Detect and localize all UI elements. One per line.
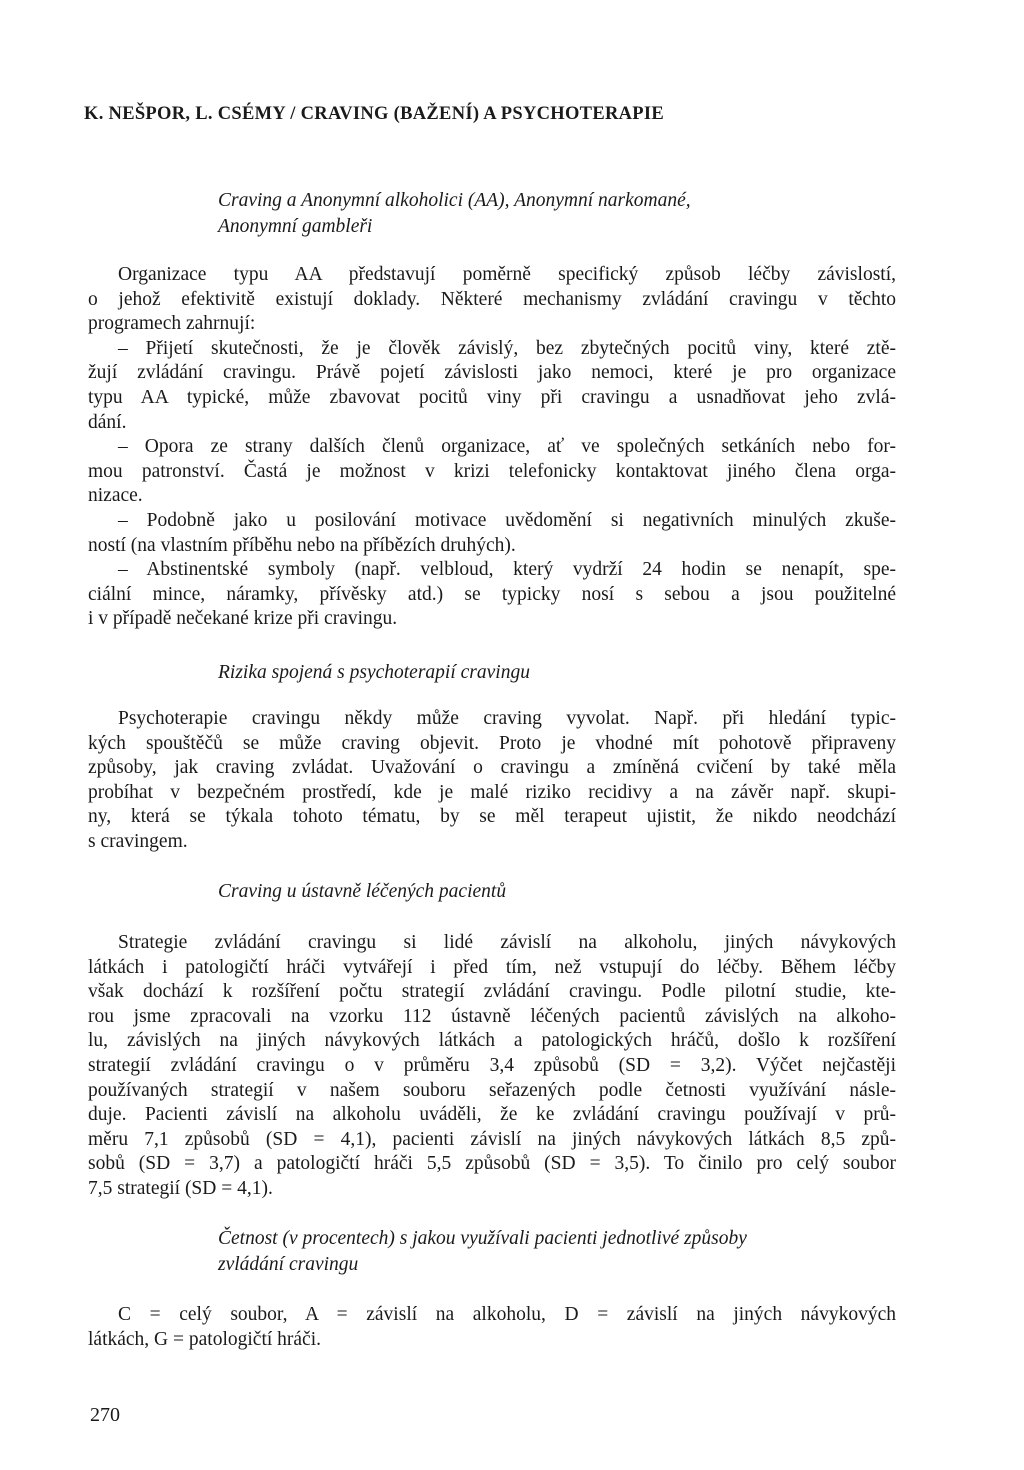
text-line: způsoby, jak craving zvládat. Uvažování o cravingu a zmíněná cvičení by také měla xyxy=(88,757,896,779)
text-line: kých spouštěčů se může craving objevit. Proto je vhodné mít pohotově připraveny xyxy=(88,732,896,754)
text-line: ny, která se týkala tohoto tématu, by se měl terapeut ujistit, že nikdo neodchází xyxy=(88,806,896,828)
text-line: však dochází k rozšíření počtu strategií zvládání cravingu. Podle pilotní studie, kte- xyxy=(88,981,896,1003)
text-line: duje. Pacienti závislí na alkoholu uváděli, že ke zvládání cravingu používají v prů- xyxy=(88,1104,896,1126)
text-line: o jehož efektivitě existují doklady. Některé mechanismy zvládání cravingu v těchto xyxy=(88,288,896,310)
paragraph-aa xyxy=(88,263,896,632)
text-line: lu, závislých na jiných návykových látkách a patologických hráčů, došlo k rozšíření xyxy=(88,1030,896,1052)
text-line: typu AA typické, může zbavovat pocitů viny při cravingu a usnadňovat jeho zvlá- xyxy=(88,386,896,408)
paragraph-risks xyxy=(88,707,896,855)
text-line: – Podobně jako u posilování motivace uvědomění si negativních minulých zkuše- xyxy=(118,509,896,531)
text-line: – Přijetí skutečnosti, že je člověk závislý, bez zbytečných pocitů viny, které ztě- xyxy=(118,337,896,359)
text-line: s cravingem. xyxy=(88,830,188,852)
section-heading-risks xyxy=(218,660,898,686)
text-line: – Opora ze strany dalších členů organizace, ať ve společných setkáních nebo for- xyxy=(118,436,896,458)
text-line: nizace. xyxy=(88,485,143,507)
running-head: K. NEŠPOR, L. CSÉMY / CRAVING (BAŽENÍ) A PSYCHOTERAPIE xyxy=(84,104,665,124)
text-line: C = celý soubor, A = závislí na alkoholu, D = závislí na jiných návykových xyxy=(118,1304,896,1325)
section-heading-aa xyxy=(218,188,898,240)
heading-line: Četnost (v procentech) s jakou využívali pacienti jednotlivé způsoby xyxy=(218,1228,747,1249)
page-number: 270 xyxy=(90,1404,120,1426)
text-line: Strategie zvládání cravingu si lidé závislí na alkoholu, jiných návykových xyxy=(118,932,896,953)
text-line: probíhat v bezpečném prostředí, kde je malé riziko recidivy a na závěr např. skupi- xyxy=(88,781,896,803)
text-line: látkách, G = patologičtí hráči. xyxy=(88,1328,322,1350)
text-line: žují zvládání cravingu. Právě pojetí závislosti jako nemoci, které je pro organizace xyxy=(88,362,896,384)
heading-line: Anonymní gambleři xyxy=(218,216,373,237)
text-line: rou jsme zpracovali na vzorku 112 ústavně léčených pacientů závislých na alkoho- xyxy=(88,1005,896,1027)
text-line: i v případě nečekané krize při cravingu. xyxy=(88,608,398,630)
paragraph-legend xyxy=(88,1303,896,1352)
text-line: sobů (SD = 3,7) a patologičtí hráči 5,5 způsobů (SD = 3,5). To činilo pro celý soubor xyxy=(88,1153,896,1175)
heading-line: Rizika spojená s psychoterapií cravingu xyxy=(218,662,530,683)
text-line: – Abstinentské symboly (např. velbloud, který vydrží 24 hodin se nenapít, spe- xyxy=(118,559,896,581)
text-line: Psychoterapie cravingu někdy může craving vyvolat. Např. při hledání typic- xyxy=(118,708,896,729)
heading-line: Craving u ústavně léčených pacientů xyxy=(218,881,507,902)
text-line: 7,5 strategií (SD = 4,1). xyxy=(88,1177,273,1199)
text-line: strategií zvládání cravingu o v průměru 3,4 způsobů (SD = 3,2). Výčet nejčastěji xyxy=(88,1054,896,1076)
text-line: ciální mince, náramky, přívěsky atd.) se typicky nosí s sebou a jsou použitelné xyxy=(88,583,896,605)
text-line: mou patronství. Častá je možnost v krizi telefonicky kontaktovat jiného člena orga- xyxy=(88,460,896,482)
section-heading-frequency xyxy=(218,1226,898,1278)
text-line: dání. xyxy=(88,411,127,433)
text-line: používaných strategií v našem souboru seřazených podle četnosti využívání násle- xyxy=(88,1079,896,1101)
paragraph-inpatients xyxy=(88,931,896,1202)
text-line: programech zahrnují: xyxy=(88,313,256,335)
section-heading-inpatients xyxy=(218,879,898,905)
text-line: látkách i patologičtí hráči vytvářejí i před tím, než vstupují do léčby. Během léčby xyxy=(88,956,896,978)
text-line: ností (na vlastním příběhu nebo na příbězích druhých). xyxy=(88,534,516,556)
heading-line: zvládání cravingu xyxy=(218,1254,359,1275)
text-line: měru 7,1 způsobů (SD = 4,1), pacienti závislí na jiných návykových látkách 8,5 způ- xyxy=(88,1128,896,1150)
heading-line: Craving a Anonymní alkoholici (AA), Anonymní narkomané, xyxy=(218,190,691,211)
text-line: Organizace typu AA představují poměrně specifický způsob léčby závislostí, xyxy=(118,264,896,285)
